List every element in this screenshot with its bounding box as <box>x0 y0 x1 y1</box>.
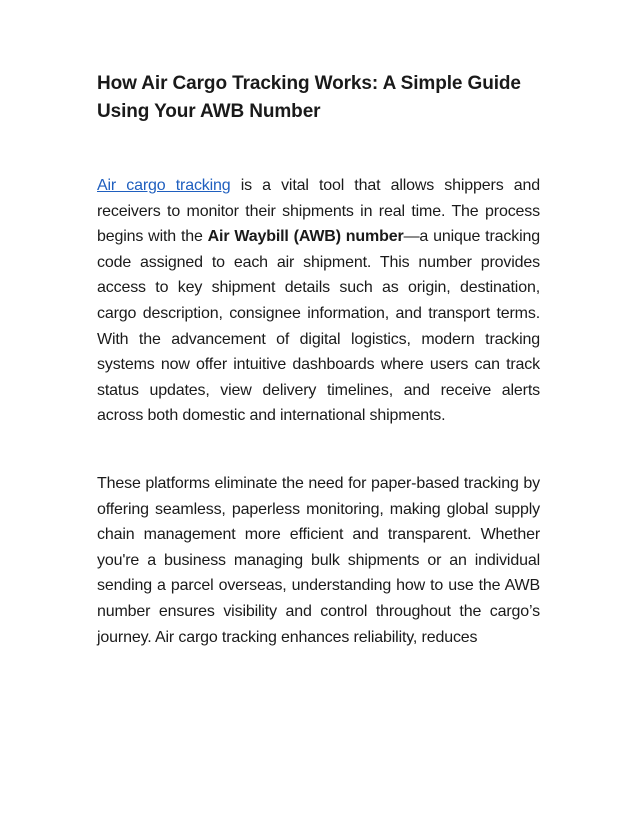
paragraph-intro-text-b: —a unique tracking code assigned to each air shipment. This number provides access to key shipment details such as origin, destination, cargo description, consignee information, and transport terms. With the advancement of digital logistics, modern tracking systems now offer intuitive dashboards where users can track status updates, view delivery timelines, and receive alerts across both domestic and international shipments. <box>97 228 540 425</box>
document-title: How Air Cargo Tracking Works: A Simple Guide Using Your AWB Number <box>97 73 521 122</box>
document-page <box>97 70 540 650</box>
paragraph-intro-text-a: is a vital tool that allows shippers and receivers to monitor their shipments in real time. The process begins with the <box>97 177 540 246</box>
paragraph-intro <box>97 173 540 429</box>
paragraph-platforms: These platforms eliminate the need for paper-based tracking by offering seamless, paperless monitoring, making global supply chain management more efficient and transparent. Whether you're a business managing bulk shipments or an individual sending a parcel overseas, understanding how to use the AWB number ensures visibility and control throughout the cargo’s journey. Air cargo tracking enhances reliability, reduces <box>97 474 540 646</box>
awb-number-bold: Air Waybill (AWB) number <box>207 228 404 246</box>
air-cargo-tracking-link[interactable]: Air cargo tracking <box>97 177 231 194</box>
